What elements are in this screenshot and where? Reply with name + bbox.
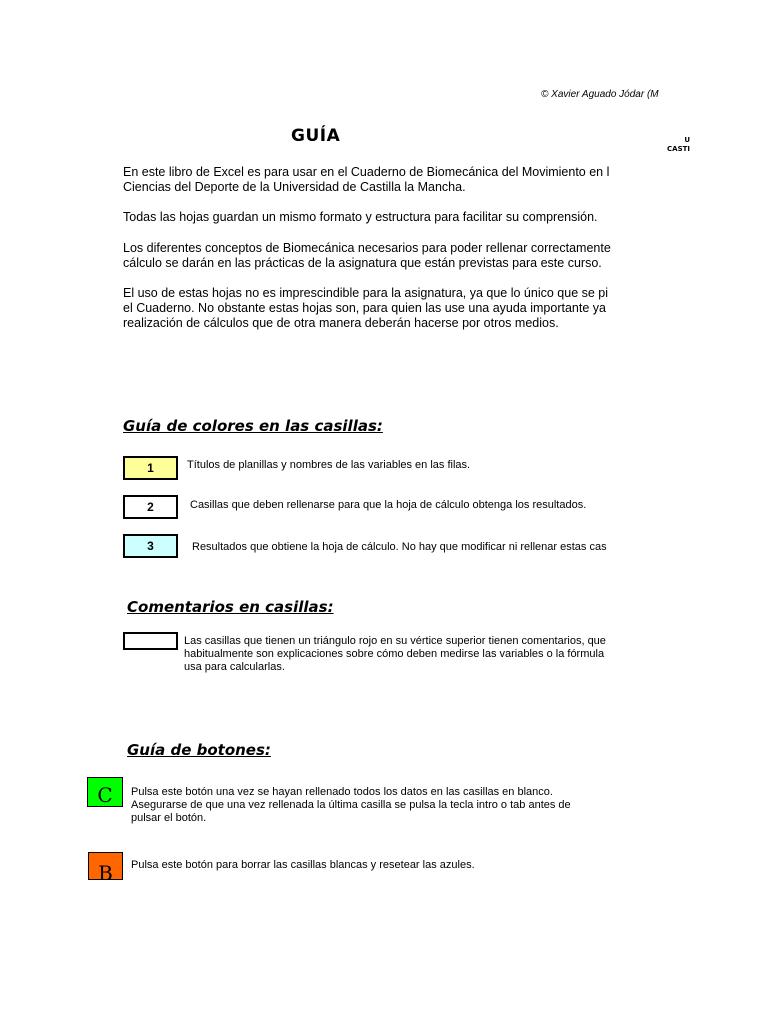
logo-line-1: U [684, 136, 690, 144]
intro-paragraph-2 [123, 210, 598, 225]
intro-line: El uso de estas hojas no es imprescindible para la asignatura, ya que lo único que se pi [123, 286, 609, 300]
button-desc-line: pulsar el botón. [131, 812, 207, 824]
button-desc-line: Pulsa este botón una vez se hayan rellenado todos los datos en las casillas en blanco. [131, 786, 553, 798]
clear-button[interactable]: B [88, 852, 123, 880]
comment-line: usa para calcularlas. [184, 661, 285, 673]
calculate-button[interactable]: C [87, 777, 123, 807]
intro-line: Ciencias del Deporte de la Universidad de Castilla la Mancha. [123, 180, 466, 194]
color-desc-input: Casillas que deben rellenarse para que la hoja de cálculo obtenga los resultados. [190, 499, 587, 511]
copyright-note: © Xavier Aguado Jódar (M [541, 89, 659, 100]
intro-paragraph-3 [123, 241, 611, 271]
intro-paragraph-4 [123, 286, 608, 331]
buttons-heading: Guía de botones: [127, 741, 271, 759]
comments-heading: Comentarios en casillas: [127, 598, 334, 616]
page-title: GUÍA [291, 126, 341, 146]
comment-desc [184, 635, 606, 674]
comment-cell-sample [123, 632, 178, 650]
intro-paragraph-1 [123, 165, 609, 195]
intro-line: realización de cálculos que de otra manera deberán hacerse por otros medios. [123, 316, 559, 330]
color-desc-titles: Títulos de planillas y nombres de las variables en las filas. [187, 459, 471, 471]
intro-line: Los diferentes conceptos de Biomecánica necesarios para poder rellenar correctamente [123, 241, 611, 255]
clear-button-desc: Pulsa este botón para borrar las casillas blancas y resetear las azules. [131, 859, 475, 871]
colors-heading: Guía de colores en las casillas: [123, 417, 383, 435]
intro-line: En este libro de Excel es para usar en el Cuaderno de Biomecánica del Movimiento en l [123, 165, 610, 179]
university-logo [650, 136, 690, 154]
comment-line: Las casillas que tienen un triángulo rojo en su vértice superior tienen comentarios, que [184, 635, 606, 647]
color-sample-results: 3 [123, 534, 178, 558]
intro-line: el Cuaderno. No obstante estas hojas son, para quien las use una ayuda importante ya [123, 301, 606, 315]
logo-line-2: CASTI [667, 145, 690, 153]
color-desc-results: Resultados que obtiene la hoja de cálculo. No hay que modificar ni rellenar estas cas [192, 541, 607, 553]
calculate-button-desc [131, 786, 571, 825]
intro-line: cálculo se darán en las prácticas de la asignatura que están previstas para este curso. [123, 256, 602, 270]
intro-line: Todas las hojas guardan un mismo formato y estructura para facilitar su comprensión. [123, 210, 598, 224]
color-sample-input: 2 [123, 495, 178, 519]
color-sample-titles: 1 [123, 456, 178, 480]
button-desc-line: Asegurarse de que una vez rellenada la última casilla se pulsa la tecla intro o tab antes de [131, 799, 571, 811]
comment-line: habitualmente son explicaciones sobre cómo deben medirse las variables o la fórmula [184, 648, 605, 660]
